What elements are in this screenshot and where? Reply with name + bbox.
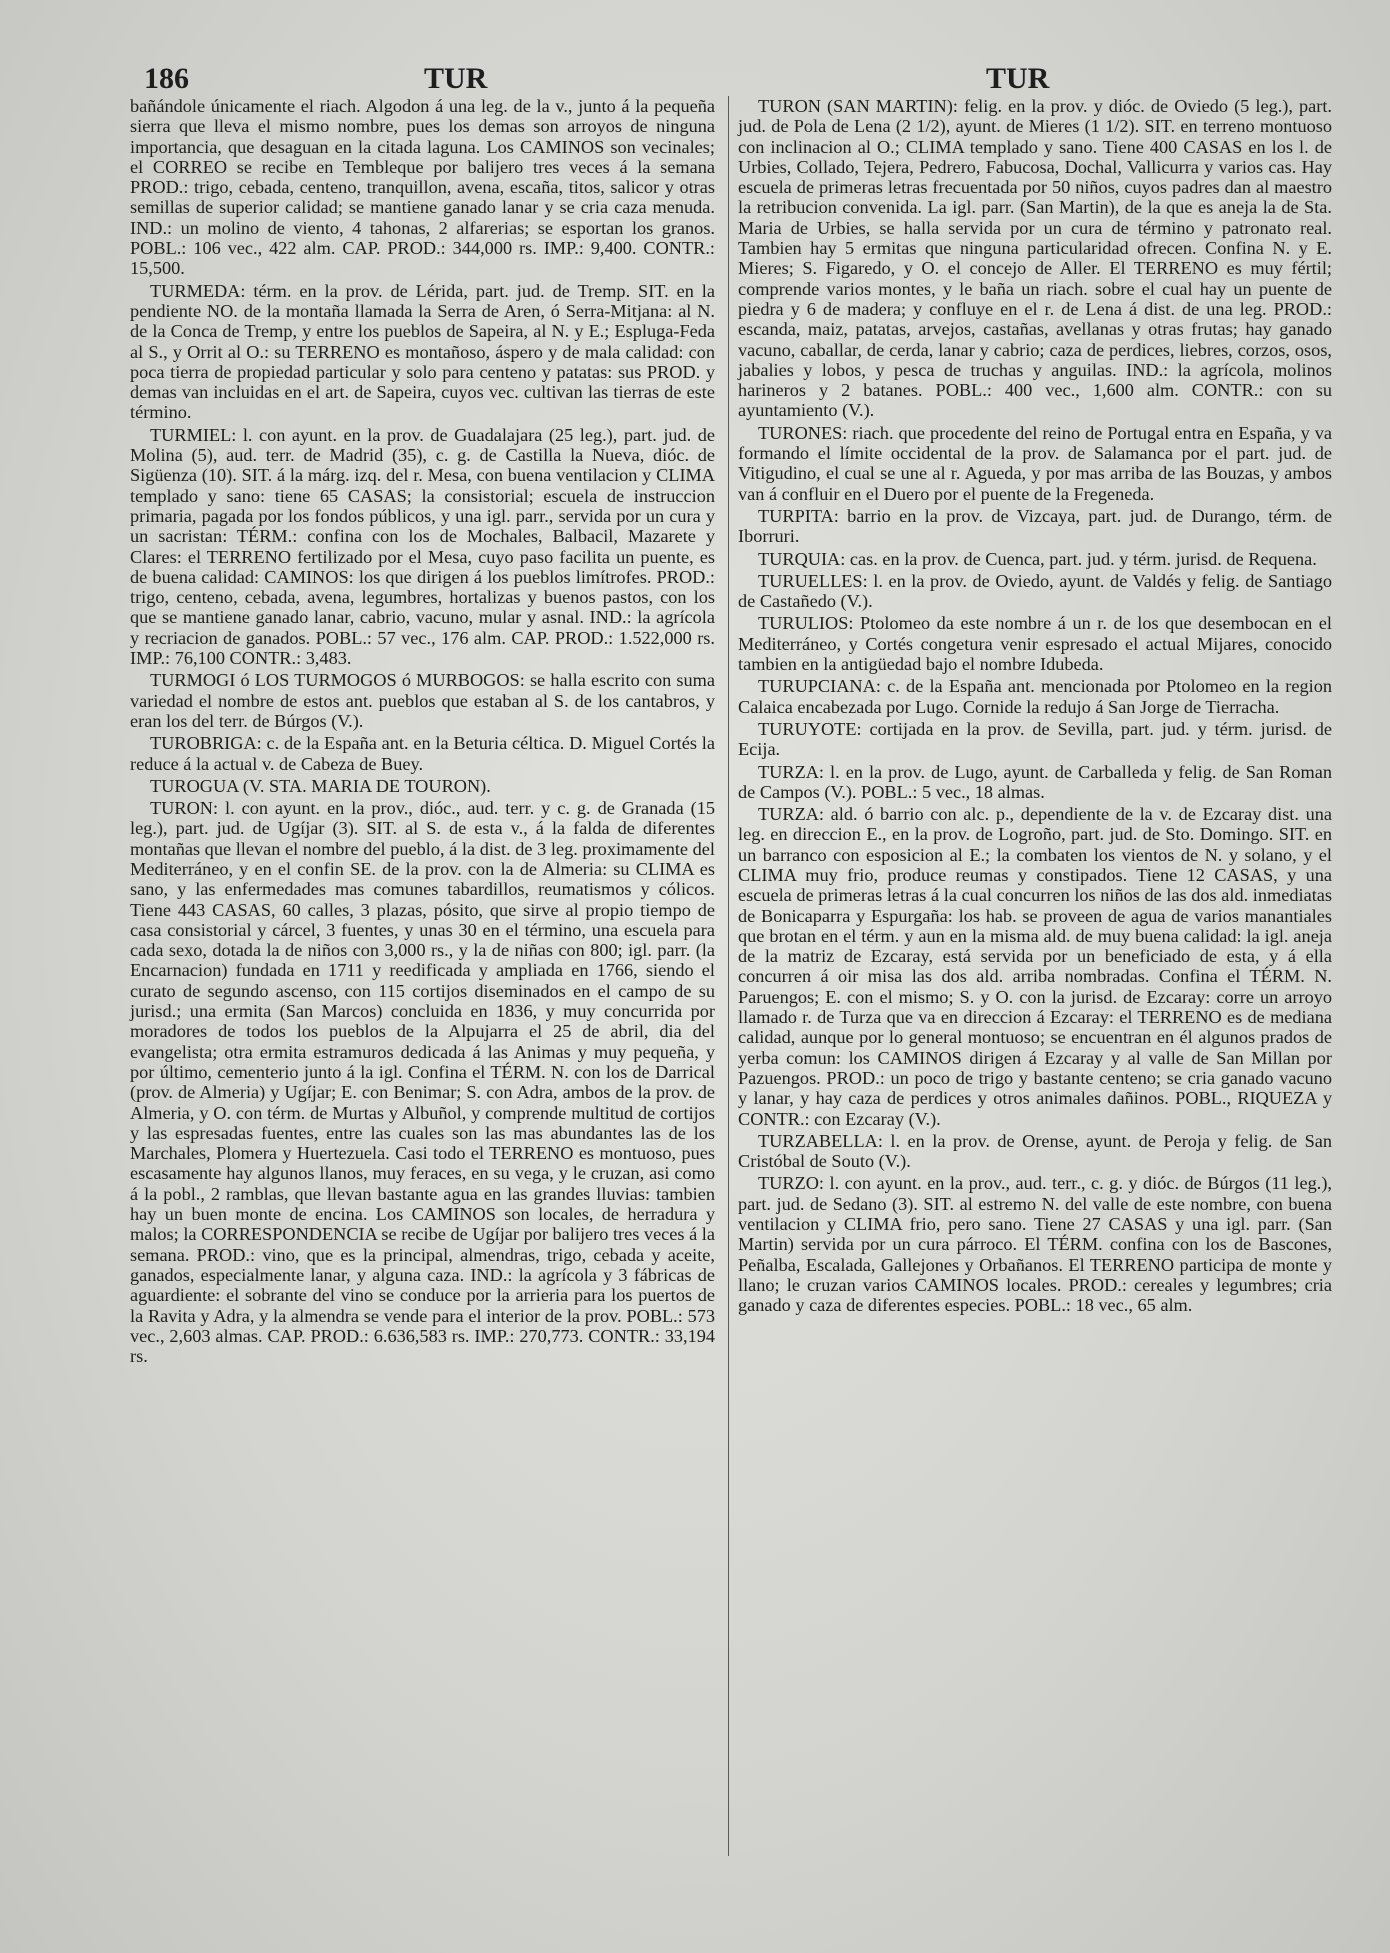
entry-turones: TURONES: riach. que procedente del reino de Portugal entra en España, y va formando el límite occidental de la prov. de Salamanca por el part. jud. de Vitigudino, el cual se une al r. Agueda, y por mas arriba de las Bouzas, y ambos van á confluir en el Duero por el puente de la Fregeneda. (738, 422, 1332, 504)
entry-turzabella: TURZABELLA: l. en la prov. de Orense, ayunt. de Peroja y felig. de San Cristóbal de Souto (V.). (738, 1130, 1332, 1172)
left-running-head: TUR (424, 62, 488, 95)
column-divider (728, 96, 729, 1856)
left-column (130, 96, 715, 1368)
entry-turon-san-martin: TURON (SAN MARTIN): felig. en la prov. y dióc. de Oviedo (5 leg.), part. jud. de Pola de Lena (2 1/2), ayunt. de Mieres (1 1/2). SIT. en terreno montuoso con inclinacion al O.; CLIMA templado y sano. Tiene 400 CASAS en los l. de Urbies, Collado, Tejera, Pedrero, Fabucosa, Dochal, Vallicurra y varios cas. Hay escuela de primeras letras frecuentada por 50 niños, cuyos padres dan al maestro la retribucion convenida. La igl. parr. (San Martin), de la que es aneja la de Sta. Maria de Urbies, se halla servida por un cura de término y patronato real. Tambien hay 5 ermitas que ninguna particularidad ofrecen. Confina N. y E. Mieres; S. Figaredo, y O. el concejo de Aller. El TERRENO es muy fértil; comprende varios montes, y le baña un riach. sobre el cual hay un puente de piedra y 6 de madera; y confluye en el r. de Lena á dist. de una leg. PROD.: escanda, maiz, patatas, arvejos, castañas, avellanas y otras frutas; hay ganado vacuno, caballar, de cerda, lanar y cabrio; caza de perdices, liebres, corzos, osos, jabalies y lobos, y pesca de truchas y anguilas. IND.: la agrícola, molinos harineros y 2 batanes. POBL.: 400 vec., 1,600 alm. CONTR.: con su ayuntamiento (V.). (738, 96, 1332, 421)
entry-turupciana: TURUPCIANA: c. de la España ant. mencionada por Ptolomeo en la region Calaica encabezada por Lugo. Cornide la redujo á San Jorge de Tierracha. (738, 676, 1332, 717)
entry-turza-ezcaray: TURZA: ald. ó barrio con alc. p., dependiente de la v. de Ezcaray dist. una leg. en direccion E., en la prov. de Logroño, part. jud. de Sto. Domingo. SIT. en un barranco con esposicion al E.; la combaten los vientos de N. y solano, y el CLIMA muy frio, produce reumas y constipados. Tiene 12 CASAS, y una escuela de primeras letras á la cual concurren los niños de las dos ald. inmediatas de Bonicaparra y Espurgaña: los hab. se proveen de agua de varios manantiales que brotan en el térm. y aun en la misma ald. de muy buena calidad: la igl. aneja de la matriz de Ezcaray, está servida por un beneficiado de esta, y á ella concurren á oir misa las dos ald. arriba nombradas. Confina el TÉRM. N. Paruengos; E. con el mismo; S. y O. con la jurisd. de Ezcaray: corre un arroyo llamado r. de Turza que va en direccion á Ezcaray: el TERRENO es de mediana calidad, aunque por lo general montuoso; se encuentran en él algunos prados de yerba comun: los CAMINOS dirigen á Ezcaray y al valle de San Millan por Pazuengos. PROD.: un poco de trigo y bastante centeno; se cria ganado vacuno y lanar, y hay caza de perdices y otros animales dañinos. POBL., RIQUEZA y CONTR.: con Ezcaray (V.). (738, 804, 1332, 1129)
entry-turulios: TURULIOS: Ptolomeo da este nombre á un r. de los que desembocan en el Mediterráneo, y Cortés congetura venir espresado el actual Mijares, conocido tambien en la antigüedad bajo el nombre Idubeda. (738, 613, 1332, 675)
entry-turmogi: TURMOGI ó LOS TURMOGOS ó MURBOGOS: se halla escrito con suma variedad el nombre de estos ant. pueblos que estaban al S. de los cantabros, y eran los del terr. de Búrgos (V.). (130, 670, 715, 731)
entry-turpita: TURPITA: barrio en la prov. de Vizcaya, part. jud. de Durango, térm. de Iborruri. (738, 505, 1332, 547)
right-running-head: TUR (986, 62, 1050, 95)
entry-turquia: TURQUIA: cas. en la prov. de Cuenca, part. jud. y térm. jurisd. de Requena. (758, 548, 1317, 569)
entry-turobriga: TUROBRIGA: c. de la España ant. en la Beturia céltica. D. Miguel Cortés la reduce á la actual v. de Cabeza de Buey. (130, 733, 715, 774)
page-number: 186 (144, 62, 189, 95)
entry-turuelles: TURUELLES: l. en la prov. de Oviedo, ayunt. de Valdés y felig. de Santiago de Castañedo (V.). (738, 570, 1332, 612)
entry-turogua: TUROGUA (V. STA. MARIA DE TOURON). (150, 775, 491, 796)
entry-turon-granada: TURON: l. con ayunt. en la prov., dióc., aud. terr. y c. g. de Granada (15 leg.), part. jud. de Ugíjar (3). SIT. al S. de esta v., á la falda de diferentes montañas que llevan el nombre del pueblo, á la dist. de 3 leg. proximamente del Mediterráneo, y en el confin SE. de la prov. con la de Almeria: su CLIMA es sano, y las enfermedades mas comunes tabardillos, reumatismos y cólicos. Tiene 443 CASAS, 60 calles, 3 plazas, pósito, que sirve al propio tiempo de casa consistorial y cárcel, 3 fuentes, y unas 30 en el término, una escuela para cada sexo, dotada la de niños con 3,000 rs., y la de niñas con 800; igl. parr. (la Encarnacion) fundada en 1711 y reedificada y ampliada en 1766, siendo el curato de segundo ascenso, con 115 cortijos diseminados en el campo de su jurisd.; una ermita (San Marcos) concluida en 1836, y muy concurrida por moradores de todos los pueblos de la Alpujarra el 25 de abril, dia del evangelista; otra ermita estramuros dedicada á las Animas y muy pequeña, y por último, cementerio junto á la igl. Confina el TÉRM. N. con los de Darrical (prov. de Almeria) y Ugíjar; E. con Benimar; S. con Adra, ambos de la prov. de Almeria, y O. con térm. de Murtas y Albuñol, y comprende multitud de cortijos y las espresadas fuentes, entre las cuales son las mas abundantes las de los Marchales, Plomera y Huertezuela. Casi todo el TERRENO es montuoso, pues escasamente hay algunos llanos, muy feraces, en su vega, y le cruzan, asi como á la pobl., 2 ramblas, que llevan bastante agua en las grandes lluvias: tambien hay un buen monte de encina. Los CAMINOS son locales, de herradura y malos; la CORRESPONDENCIA se recibe de Ugíjar por balijero tres veces á la semana. PROD.: vino, que es la principal, almendras, trigo, cebada y aceite, ganados, especialmente lanar, y alguna caza. IND.: la agrícola y 3 fábricas de aguardiente: el sobrante del vino se conduce por la arrieria para los puertos de la Ravita y Adra, y la almendra se vende para el interior de la prov. POBL.: 573 vec., 2,603 almas. CAP. PROD.: 6.636,583 rs. IMP.: 270,773. CONTR.: 33,194 rs. (130, 798, 715, 1367)
entry-turmeda: TURMEDA: térm. en la prov. de Lérida, part. jud. de Tremp. SIT. en la pendiente NO. de la montaña llamada la Serra de Aren, ó Serra-Mitjana: al N. de la Conca de Tremp, y entre los pueblos de Sapeira, al N. y E.; Espluga-Feda al S., y Orrit al O.: su TERRENO es montañoso, áspero y de mala calidad: con poca tierra de propiedad particular y solo para centeno y patatas: sus PROD. y demas van incluidas en el art. de Sapeira, cuyos vec. cultivan las tierras de este término. (130, 280, 715, 423)
entry-turuyote: TURUYOTE: cortijada en la prov. de Sevilla, part. jud. y térm. jurisd. de Ecija. (738, 718, 1332, 760)
entry-turzo: TURZO: l. con ayunt. en la prov., aud. terr., c. g. y dióc. de Búrgos (11 leg.), part. jud. de Sedano (3). SIT. al estremo N. del valle de este nombre, con buena ventilacion y CLIMA frio, pero sano. Tiene 27 CASAS y una igl. parr. (San Martin) servida por un cura párroco. El TÉRM. confina con los de Bascones, Peñalba, Escalada, Gallejones y Orbañanos. El TERRENO participa de monte y llano; le cruzan varios CAMINOS locales. PROD.: cereales y legumbres; cria ganado y caza de diferentes especies. POBL.: 18 vec., 65 alm. (738, 1173, 1332, 1316)
entry-turmiel: TURMIEL: l. con ayunt. en la prov. de Guadalajara (25 leg.), part. jud. de Molina (5), aud. terr. de Madrid (35), c. g. de Castilla la Nueva, dióc. de Sigüenza (10). SIT. á la márg. izq. del r. Mesa, con buena ventilacion y CLIMA templado y sano: tiene 65 CASAS; la consistorial; escuela de instruccion primaria, pagada por los fondos públicos, y una igl. parr., servida por un cura y un sacristan: TÉRM.: confina con los de Mochales, Balbacil, Mazarete y Clares: el TERRENO fertilizado por el Mesa, cuyo paso facilita un puente, es de buena calidad: CAMINOS: los que dirigen á los pueblos limítrofes. PROD.: trigo, centeno, cebada, avena, legumbres, hortalizas y buenos pastos, con los que se mantiene ganado lanar, cabrio, vacuno, mular y asnal. IND.: la agrícola y recriacion de ganados. POBL.: 57 vec., 176 alm. CAP. PROD.: 1.522,000 rs. IMP.: 76,100 CONTR.: 3,483. (130, 424, 715, 669)
entry-algodon-continuation: bañándole únicamente el riach. Algodon á una leg. de la v., junto á la pequeña sierra que lleva el mismo nombre, pues los demas son arroyos de ninguna importancia, que desaguan en la citada laguna. Los CAMINOS son vecinales; el CORREO se recibe en Tembleque por balijero tres veces á la semana PROD.: trigo, cebada, centeno, tranquillon, avena, escaña, titos, salicor y otras semillas de superior calidad; se mantiene ganado lanar y se cria caza menuda. IND.: un molino de viento, 4 tahonas, 2 alfarerias; se esportan los granos. POBL.: 106 vec., 422 alm. CAP. PROD.: 344,000 rs. IMP.: 9,400. CONTR.: 15,500. (130, 96, 715, 279)
entry-turza-lugo: TURZA: l. en la prov. de Lugo, ayunt. de Carballeda y felig. de San Roman de Campos (V.). POBL.: 5 vec., 18 almas. (738, 761, 1332, 802)
right-column (738, 96, 1332, 1318)
